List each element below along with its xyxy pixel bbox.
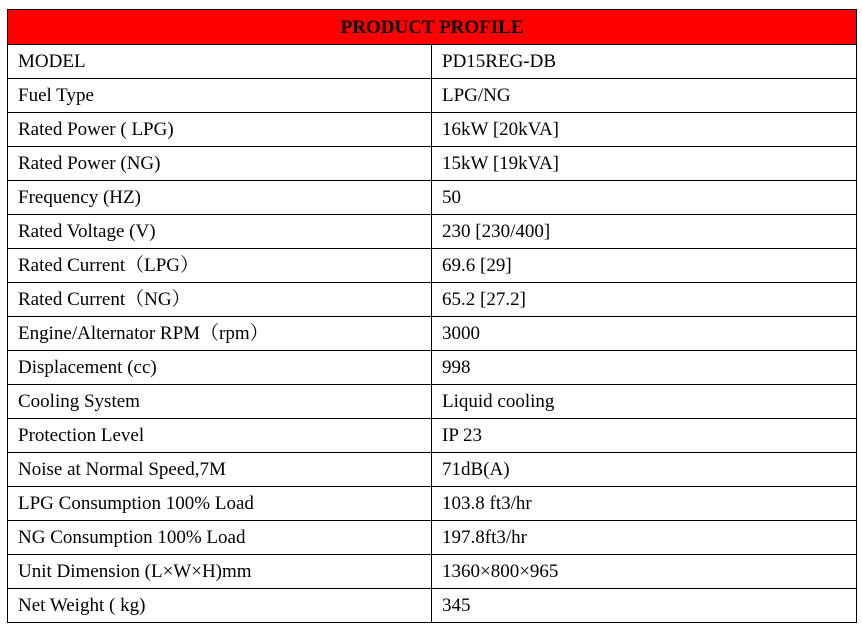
spec-value: IP 23: [432, 419, 857, 453]
table-row: [8, 45, 857, 79]
product-profile-table: [7, 9, 857, 623]
table-row: [8, 589, 857, 623]
table-title: PRODUCT PROFILE: [8, 10, 857, 45]
spec-label: Unit Dimension (L×W×H)mm: [8, 555, 432, 589]
spec-label: Displacement (cc): [8, 351, 432, 385]
spec-label: Net Weight ( kg): [8, 589, 432, 623]
spec-label: Rated Voltage (V): [8, 215, 432, 249]
spec-label: Fuel Type: [8, 79, 432, 113]
table-row: [8, 181, 857, 215]
table-row: [8, 453, 857, 487]
spec-value: PD15REG-DB: [432, 45, 857, 79]
spec-value: 230 [230/400]: [432, 215, 857, 249]
table-row: [8, 79, 857, 113]
table-row: [8, 147, 857, 181]
spec-label: NG Consumption 100% Load: [8, 521, 432, 555]
spec-label: MODEL: [8, 45, 432, 79]
spec-label: Noise at Normal Speed,7M: [8, 453, 432, 487]
spec-label: Rated Power (NG): [8, 147, 432, 181]
product-profile-sheet: [7, 9, 856, 623]
spec-value: 103.8 ft3/hr: [432, 487, 857, 521]
table-header-row: [8, 10, 857, 45]
spec-value: 345: [432, 589, 857, 623]
spec-value: 1360×800×965: [432, 555, 857, 589]
table-row: [8, 521, 857, 555]
table-row: [8, 351, 857, 385]
table-row: [8, 385, 857, 419]
spec-value: Liquid cooling: [432, 385, 857, 419]
spec-label: Cooling System: [8, 385, 432, 419]
spec-label: Rated Power ( LPG): [8, 113, 432, 147]
table-row: [8, 487, 857, 521]
table-row: [8, 249, 857, 283]
spec-value: 15kW [19kVA]: [432, 147, 857, 181]
spec-value: 3000: [432, 317, 857, 351]
table-row: [8, 419, 857, 453]
table-row: [8, 317, 857, 351]
spec-label: Engine/Alternator RPM（rpm）: [8, 317, 432, 351]
table-row: [8, 215, 857, 249]
table-body: [8, 45, 857, 623]
table-row: [8, 283, 857, 317]
table-row: [8, 555, 857, 589]
spec-value: 998: [432, 351, 857, 385]
spec-value: 69.6 [29]: [432, 249, 857, 283]
spec-value: 71dB(A): [432, 453, 857, 487]
spec-label: Rated Current（NG）: [8, 283, 432, 317]
spec-label: Rated Current（LPG）: [8, 249, 432, 283]
spec-label: Frequency (HZ): [8, 181, 432, 215]
spec-value: 197.8ft3/hr: [432, 521, 857, 555]
table-row: [8, 113, 857, 147]
spec-value: 50: [432, 181, 857, 215]
spec-label: Protection Level: [8, 419, 432, 453]
spec-value: 65.2 [27.2]: [432, 283, 857, 317]
spec-value: 16kW [20kVA]: [432, 113, 857, 147]
spec-value: LPG/NG: [432, 79, 857, 113]
spec-label: LPG Consumption 100% Load: [8, 487, 432, 521]
